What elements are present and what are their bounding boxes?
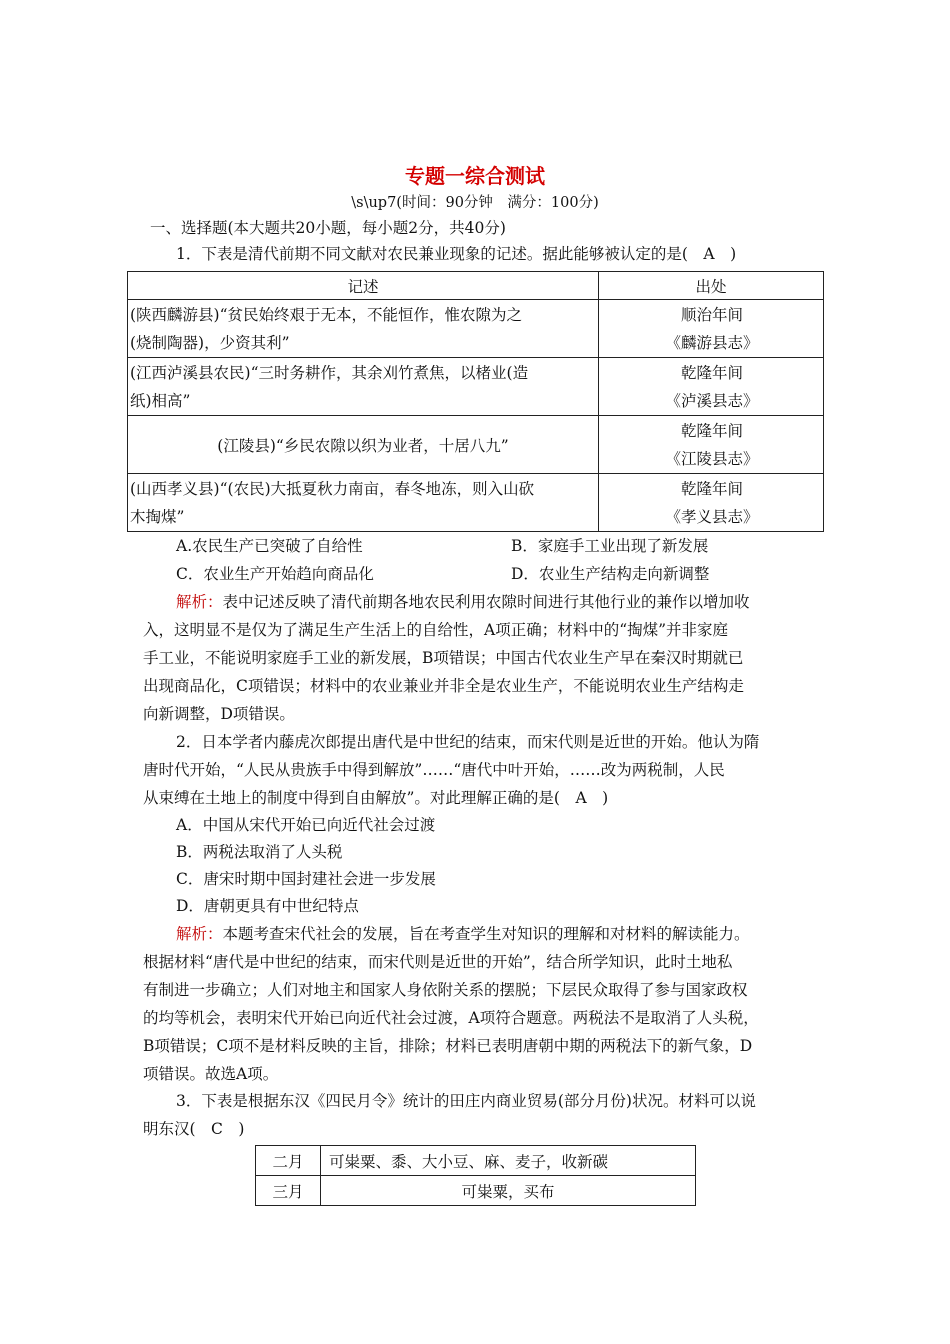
analysis-label: 解析：: [176, 925, 223, 943]
q2-analysis-line: B项错误；C项不是材料反映的主旨，排除；材料已表明唐朝中期的两税法下的新气象，D: [143, 1037, 753, 1055]
q2-analysis-line: [176, 922, 750, 944]
table-row: [256, 1146, 696, 1176]
q1-table-header-right: 出处: [599, 272, 824, 300]
row-text: (江西泸溪县农民)“三时务耕作，其余刈竹煮焦，以楮业(造: [130, 363, 529, 382]
test-time-info: \s\up7(时间：90分钟 满分：100分): [351, 195, 599, 211]
month-cell: 二月: [256, 1146, 321, 1176]
row-source: 《孝义县志》: [665, 507, 759, 526]
row-period: 乾隆年间: [680, 479, 743, 498]
q2-analysis-line: 根据材料“唐代是中世纪的结束，而宋代则是近世的开始”，结合所学知识，此时土地私: [143, 953, 733, 971]
q1-stem: 1．下表是清代前期不同文献对农民兼业现象的记述。据此能够被认定的是( A ): [176, 245, 737, 263]
table-row: [128, 416, 824, 474]
table-row: [256, 1176, 696, 1206]
row-text: (陕西麟游县)“贫民始终艰于无本，不能恒作，惟农隙为之: [130, 305, 523, 324]
row-period: 顺治年间: [680, 305, 743, 324]
q1-analysis-line: [176, 590, 750, 612]
q2-analysis-line: 有制进一步确立；人们对地主和国家人身依附关系的摆脱；下层民众取得了参与国家政权: [143, 981, 748, 999]
q3-stem-line: 3．下表是根据东汉《四民月令》统计的田庄内商业贸易(部分月份)状况。材料可以说: [176, 1092, 756, 1110]
q2-stem-line: 唐时代开始，“人民从贵族手中得到解放”……“唐代中叶开始，……改为两税制，人民: [143, 761, 725, 779]
q3-stem-line: 明东汉( C ): [143, 1120, 245, 1138]
row-source: 《泸溪县志》: [665, 391, 759, 410]
table-row: [128, 474, 824, 532]
row-text: (江陵县)“乡民农隙以织为业者，十居八九”: [217, 436, 509, 455]
q1-table-header-left: 记述: [128, 272, 599, 300]
q2-stem-line: 2．日本学者内藤虎次郎提出唐代是中世纪的结束，而宋代则是近世的开始。他认为隋: [176, 733, 760, 751]
q1-analysis-line: 手工业，不能说明家庭手工业的新发展，B项错误；中国古代农业生产早在秦汉时期就已: [143, 649, 744, 667]
row-text: 木掏煤”: [130, 507, 185, 526]
row-source: 《江陵县志》: [665, 449, 759, 468]
row-period: 乾隆年间: [680, 421, 743, 440]
row-text: (山西孝义县)“(农民)大抵夏秋力南亩，春冬地冻，则入山砍: [130, 479, 535, 498]
row-text: 纸)相高”: [130, 391, 191, 410]
q1-option-d: D．农业生产结构走向新调整: [511, 565, 710, 583]
month-cell: 三月: [256, 1176, 321, 1206]
q1-analysis-line: 出现商品化，C项错误；材料中的农业兼业并非全是农业生产，不能说明农业生产结构走: [143, 677, 744, 695]
row-period: 乾隆年间: [680, 363, 743, 382]
q1-option-c: C．农业生产开始趋向商品化: [176, 565, 374, 583]
trade-cell: 可粜粟、黍、大小豆、麻、麦子，收新碳: [321, 1146, 696, 1176]
section-heading: 一、选择题(本大题共20小题，每小题2分，共40分): [150, 219, 506, 237]
q2-analysis-line: 的均等机会，表明宋代开始已向近代社会过渡，A项符合题意。两税法不是取消了人头税，: [143, 1009, 759, 1027]
q1-option-a: A.农民生产已突破了自给性: [176, 537, 363, 555]
table-row: [128, 358, 824, 416]
page-title: 专题一综合测试: [405, 164, 545, 188]
trade-cell: 可粜粟，买布: [321, 1176, 696, 1206]
row-source: 《麟游县志》: [665, 333, 759, 352]
q2-option-c: C．唐宋时期中国封建社会进一步发展: [176, 870, 436, 888]
q1-analysis-line: 入，这明显不是仅为了满足生产生活上的自给性，A项正确；材料中的“掏煤”并非家庭: [143, 621, 729, 639]
q2-stem-line: 从束缚在土地上的制度中得到自由解放”。对此理解正确的是( A ): [143, 789, 609, 807]
q2-option-a: A．中国从宋代开始已向近代社会过渡: [176, 816, 436, 834]
table-row: [128, 300, 824, 358]
row-text: (烧制陶器)，少资其利”: [130, 333, 290, 352]
analysis-label: 解析：: [176, 593, 223, 611]
q2-analysis-line: 项错误。故选A项。: [143, 1065, 279, 1083]
q2-option-d: D．唐朝更具有中世纪特点: [176, 897, 359, 915]
q1-analysis-line: 向新调整，D项错误。: [143, 705, 295, 723]
q3-table: [255, 1145, 696, 1206]
q2-option-b: B．两税法取消了人头税: [176, 843, 343, 861]
q1-table: [127, 271, 824, 532]
analysis-text: 本题考查宋代社会的发展，旨在考查学生对知识的理解和对材料的解读能力。: [222, 925, 750, 943]
q1-option-b: B．家庭手工业出现了新发展: [511, 537, 709, 555]
analysis-text: 表中记述反映了清代前期各地农民利用农隙时间进行其他行业的兼作以增加收: [222, 593, 750, 611]
